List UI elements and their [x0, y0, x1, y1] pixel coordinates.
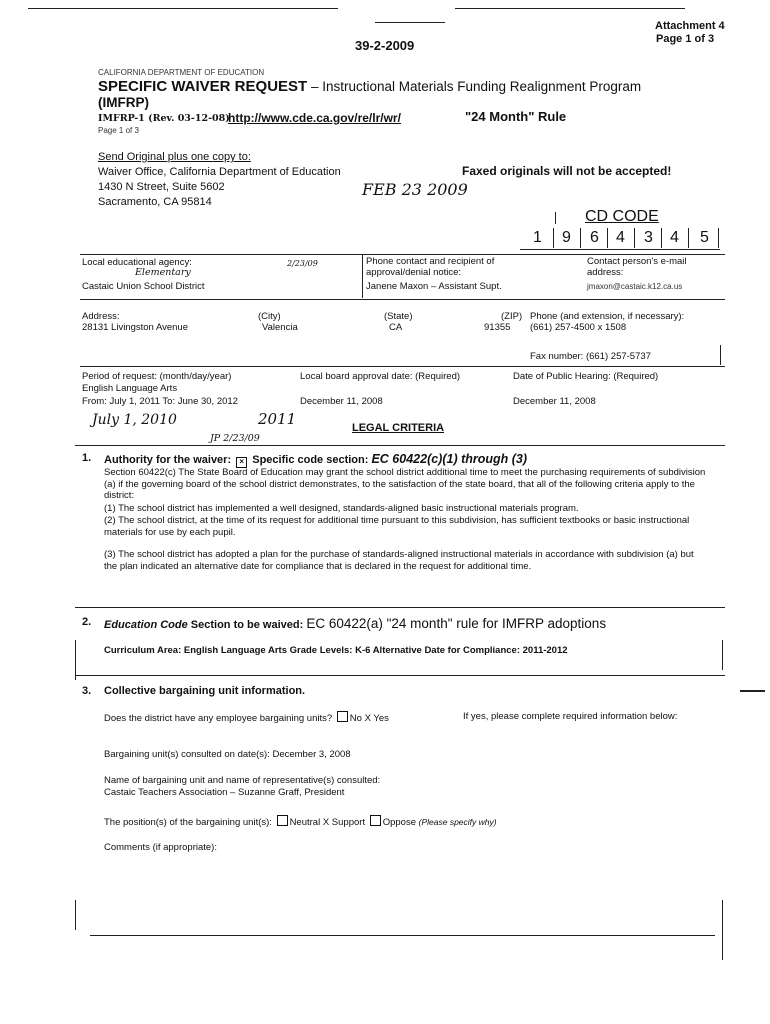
cd-code-underline: [520, 249, 720, 250]
section-1-heading: Authority for the waiver: × Specific code section: EC 60422(c)(1) through (3): [104, 452, 528, 466]
cd-code-digit: 6: [590, 229, 599, 246]
zip-label: (ZIP): [501, 311, 523, 322]
faxed-originals-note: Faxed originals will not be accepted!: [462, 164, 672, 178]
handwritten-from: July 1, 2010: [92, 412, 177, 428]
bargaining-consulted-date: Bargaining unit(s) consulted on date(s): December 3, 2008: [104, 749, 351, 760]
form-title-line2: (IMFRP): [98, 95, 149, 110]
attachment-label: Attachment 4: [655, 20, 725, 32]
handwritten-to: 2011: [258, 410, 297, 428]
form-id: IMFRP-1 (Rev. 03-12-08): [98, 113, 230, 124]
cd-code-digit: 1: [533, 229, 542, 246]
received-stamp: FEB 23 2009: [362, 180, 468, 199]
page-number-top: Page 1 of 3: [656, 33, 715, 45]
curriculum-info: Curriculum Area: English Language Arts Grade Levels: K-6 Alternative Date for Compliance: 2011-2012: [104, 645, 568, 656]
lea-label: Local educational agency:: [82, 257, 192, 268]
section-1-item: (2) The school district, at the time of its request for additional time pursuant to this subdivision, has sufficient textbooks or basic instructional materials for use by each pupil.: [104, 515, 690, 538]
waiver-url-link[interactable]: http://www.cde.ca.gov/re/lr/wr/: [228, 111, 401, 125]
cd-code-digit: 9: [562, 229, 571, 246]
form-title: SPECIFIC WAIVER REQUEST – Instructional Materials Funding Realignment Program: [98, 78, 642, 95]
handwritten-initials: JP 2/23/09: [210, 433, 260, 444]
waiver-office-address-3: Sacramento, CA 95814: [98, 196, 212, 208]
legal-criteria-heading: LEGAL CRITERIA: [352, 422, 445, 434]
phone-contact-value: Janene Maxon – Assistant Supt.: [366, 281, 502, 292]
section-2-heading: Education Code Section to be waived: EC 60422(a) "24 month" rule for IMFRP adoptions: [104, 616, 607, 631]
city-value: Valencia: [262, 322, 298, 333]
checked-checkbox-icon[interactable]: ×: [236, 457, 247, 468]
document-number: 39-2-2009: [355, 38, 415, 53]
section-1-text: Section 60422(c) The State Board of Education may grant the school district additional time to meet the purchasing requirements of subdivision (a) if the governing board of the school district demonstrates, to the satisfaction of the state board, that all of the following criteria apply to the district:: [104, 467, 706, 501]
top-rule: [28, 8, 338, 9]
handwritten-date: 2/23/09: [287, 259, 318, 268]
waiver-office-address-1: Waiver Office, California Department of Education: [98, 166, 341, 178]
state-value: CA: [389, 322, 403, 333]
cd-code-digit: 5: [700, 229, 709, 246]
top-rule-right: [455, 8, 685, 9]
zip-value: 91355: [484, 322, 511, 333]
page-of: Page 1 of 3: [98, 126, 139, 135]
bottom-rule: [90, 935, 715, 936]
period-from-to: From: July 1, 2011 To: June 30, 2012: [82, 396, 238, 407]
state-label: (State): [384, 311, 413, 322]
cd-code-label: CD CODE: [585, 208, 659, 225]
public-hearing-label: Date of Public Hearing: (Required): [513, 371, 659, 382]
phone-label: Phone (and extension, if necessary):: [530, 311, 685, 322]
no-checkbox[interactable]: [337, 711, 348, 722]
cd-code-digit: 4: [670, 229, 679, 246]
section-2-number: 2.: [82, 616, 92, 628]
bargaining-rep-label: Name of bargaining unit and name of representative(s) consulted:: [104, 775, 381, 786]
cd-code-digit: 4: [616, 229, 625, 246]
fax-label: Fax number: (661) 257-5737: [530, 351, 651, 362]
send-original: Send Original plus one copy to:: [98, 151, 251, 163]
board-approval-value: December 11, 2008: [300, 396, 383, 407]
period-label: Period of request: (month/day/year): [82, 371, 232, 382]
public-hearing-value: December 11, 2008: [513, 396, 596, 407]
bargaining-question: Does the district have any employee bargaining units? No X Yes: [104, 713, 389, 724]
oppose-checkbox[interactable]: [370, 815, 381, 826]
top-rule-small: [375, 22, 445, 23]
email-label: Contact person's e-mail address:: [587, 256, 687, 278]
lea-handwritten: Elementary: [135, 267, 191, 278]
phone-value: (661) 257-4500 x 1508: [530, 322, 627, 333]
comments-label: Comments (if appropriate):: [104, 842, 217, 853]
section-1-item: (1) The school district has implemented a well designed, standards-aligned basic instructional materials program.: [104, 503, 579, 514]
section-3-heading: Collective bargaining unit information.: [104, 685, 306, 697]
phone-contact-label: Phone contact and recipient of approval/denial notice:: [366, 256, 495, 278]
section-3-number: 3.: [82, 685, 92, 697]
city-label: (City): [258, 311, 281, 322]
rule-title: "24 Month" Rule: [465, 109, 567, 124]
address-label: Address:: [82, 311, 120, 322]
address-value: 28131 Livingston Avenue: [82, 322, 188, 333]
period-subject: English Language Arts: [82, 383, 178, 394]
board-approval-label: Local board approval date: (Required): [300, 371, 461, 382]
cd-code-digit: 3: [644, 229, 653, 246]
if-yes-instruction: If yes, please complete required information below:: [463, 711, 678, 722]
waiver-office-address-2: 1430 N Street, Suite 5602: [98, 181, 225, 193]
section-1-item: (3) The school district has adopted a plan for the purchase of standards-aligned instructional materials in accordance with subdivision (a) but the plan indicated an alternative date for compliance that is declared in the request for additional time.: [104, 549, 694, 572]
neutral-checkbox[interactable]: [277, 815, 288, 826]
bargaining-rep-value: Castaic Teachers Association – Suzanne Graff, President: [104, 787, 345, 798]
lea-value: Castaic Union School District: [82, 281, 205, 292]
bargaining-position: The position(s) of the bargaining unit(s): Neutral X Support Oppose (Please specify why): [104, 817, 497, 828]
agency-name: CALIFORNIA DEPARTMENT OF EDUCATION: [98, 68, 265, 77]
section-1-number: 1.: [82, 452, 92, 464]
email-value: jmaxon@castaic.k12.ca.us: [587, 282, 683, 291]
